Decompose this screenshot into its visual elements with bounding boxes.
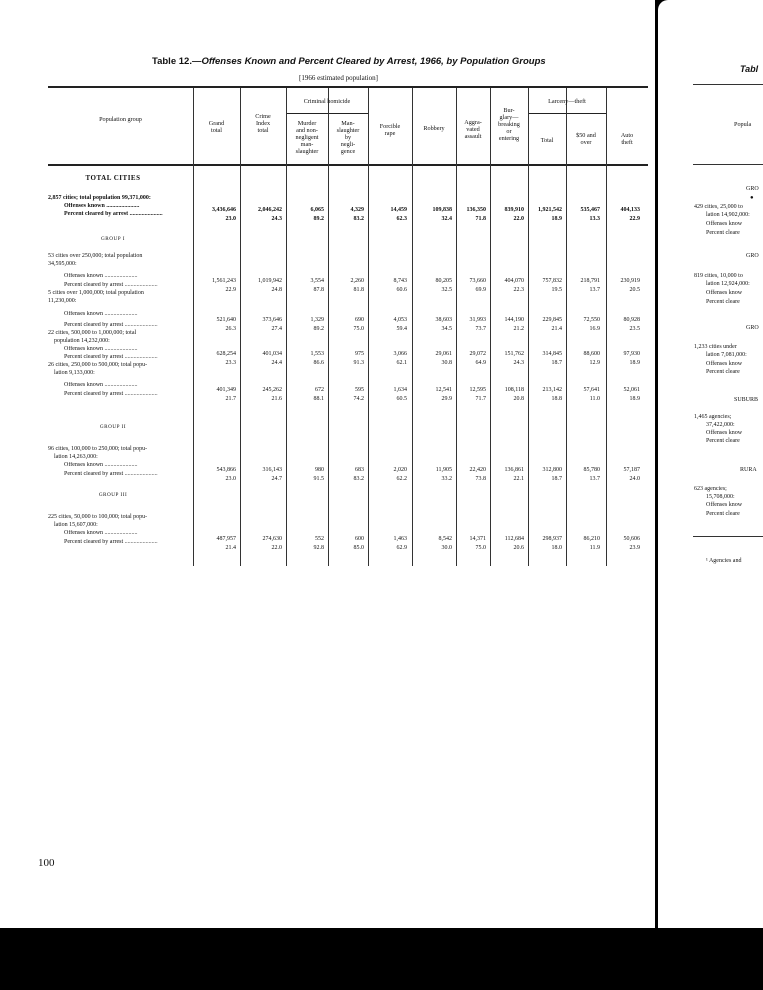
row-label: Offenses known ...................... xyxy=(64,346,138,352)
offenses-known-cell: 136,350 xyxy=(466,207,486,213)
percent-cleared-cell: 24.3 xyxy=(513,360,524,366)
row-label: 5 cities over 1,000,000; total population xyxy=(48,290,144,296)
facing-page-text: Offenses know xyxy=(706,361,743,367)
percent-cleared-cell: 89.2 xyxy=(313,326,324,332)
row-label: 26 cities, 250,000 to 500,000; total popu- xyxy=(48,362,148,368)
percent-cleared-cell: 18.8 xyxy=(551,396,562,402)
offenses-known-cell: 57,641 xyxy=(583,387,600,393)
facing-page-text: lation 14,902,000: xyxy=(706,212,750,218)
offenses-known-cell: 2,046,242 xyxy=(258,207,282,213)
percent-cleared-cell: 59.4 xyxy=(396,326,407,332)
row-label: Percent cleared by arrest ...................... xyxy=(64,354,158,360)
row-label: 34,595,000: xyxy=(48,261,77,267)
table-top-rule xyxy=(48,86,648,88)
row-label: 2,857 cities; total population 99,371,000: xyxy=(48,195,151,201)
offenses-known-cell: 29,072 xyxy=(469,351,486,357)
row-label: lation 9,133,000: xyxy=(54,370,95,376)
offenses-known-cell: 52,061 xyxy=(623,387,640,393)
percent-cleared-cell: 30.8 xyxy=(441,360,452,366)
header-manslaughter: Man- slaughter by negli- gence xyxy=(336,120,360,155)
offenses-known-cell: 4,053 xyxy=(393,317,407,323)
offenses-known-cell: 230,919 xyxy=(620,278,640,284)
offenses-known-cell: 31,993 xyxy=(469,317,486,323)
offenses-known-cell: 38,603 xyxy=(435,317,452,323)
percent-cleared-cell: 88.1 xyxy=(313,396,324,402)
facing-page-text: ● xyxy=(750,195,754,201)
offenses-known-cell: 88,600 xyxy=(583,351,600,357)
percent-cleared-cell: 73.7 xyxy=(475,326,486,332)
facing-page-text: ¹ Agencies and xyxy=(706,558,742,564)
scan-border xyxy=(0,928,763,990)
percent-cleared-cell: 21.6 xyxy=(271,396,282,402)
facing-page-text: Percent cleare xyxy=(706,369,740,375)
percent-cleared-cell: 23.5 xyxy=(629,326,640,332)
offenses-known-cell: 298,937 xyxy=(542,536,562,542)
offenses-known-cell: 3,066 xyxy=(393,351,407,357)
percent-cleared-cell: 13.7 xyxy=(589,476,600,482)
row-label: lation 15,607,000: xyxy=(54,522,98,528)
header-criminal-homicide: Criminal homicide xyxy=(303,98,351,105)
header-fifty-over: $50 and over xyxy=(576,132,596,146)
header-bottom-rule xyxy=(48,164,648,166)
offenses-known-cell: 8,542 xyxy=(438,536,452,542)
offenses-known-cell: 1,561,243 xyxy=(212,278,236,284)
percent-cleared-cell: 23.0 xyxy=(225,476,236,482)
offenses-known-cell: 274,630 xyxy=(262,536,282,542)
percent-cleared-cell: 11.9 xyxy=(589,545,600,551)
offenses-known-cell: 11,905 xyxy=(435,467,452,473)
percent-cleared-cell: 24.0 xyxy=(629,476,640,482)
percent-cleared-cell: 12.9 xyxy=(589,360,600,366)
row-label: 225 cities, 50,000 to 100,000; total popu- xyxy=(48,514,148,520)
header-larceny-theft: Larceny—theft xyxy=(548,98,586,105)
offenses-known-cell: 404,133 xyxy=(620,207,640,213)
offenses-known-cell: 73,660 xyxy=(469,278,486,284)
offenses-known-cell: 757,832 xyxy=(542,278,562,284)
facing-page-text: 37,422,000: xyxy=(706,422,735,428)
facing-page-text: Offenses know xyxy=(706,502,743,508)
percent-cleared-cell: 22.0 xyxy=(513,216,524,222)
percent-cleared-cell: 26.3 xyxy=(225,326,236,332)
header-auto-theft: Auto theft xyxy=(620,132,634,146)
offenses-known-cell: 401,349 xyxy=(216,387,236,393)
row-label: Percent cleared by arrest ...................... xyxy=(64,282,158,288)
percent-cleared-cell: 23.3 xyxy=(225,360,236,366)
percent-cleared-cell: 23.9 xyxy=(629,545,640,551)
percent-cleared-cell: 21.7 xyxy=(225,396,236,402)
offenses-known-cell: 14,459 xyxy=(390,207,407,213)
offenses-known-cell: 401,034 xyxy=(262,351,282,357)
offenses-known-cell: 975 xyxy=(355,351,364,357)
percent-cleared-cell: 83.2 xyxy=(353,216,364,222)
percent-cleared-cell: 91.3 xyxy=(353,360,364,366)
percent-cleared-cell: 85.0 xyxy=(353,545,364,551)
header-robbery: Robbery xyxy=(423,125,445,132)
offenses-known-cell: 535,467 xyxy=(580,207,600,213)
offenses-known-cell: 314,845 xyxy=(542,351,562,357)
offenses-known-cell: 12,595 xyxy=(469,387,486,393)
section-group-2: GROUP II xyxy=(99,424,127,430)
facing-page-rule xyxy=(693,536,763,537)
offenses-known-cell: 245,262 xyxy=(262,387,282,393)
percent-cleared-cell: 32.4 xyxy=(441,216,452,222)
percent-cleared-cell: 18.9 xyxy=(551,216,562,222)
offenses-known-cell: 404,070 xyxy=(504,278,524,284)
facing-page-text: GRO xyxy=(746,186,759,192)
row-label: Percent cleared by arrest ...................... xyxy=(64,322,158,328)
percent-cleared-cell: 20.5 xyxy=(629,287,640,293)
percent-cleared-cell: 75.0 xyxy=(353,326,364,332)
percent-cleared-cell: 24.7 xyxy=(271,476,282,482)
larceny-rule xyxy=(528,113,606,114)
header-crime-index: Crime Index total xyxy=(255,113,271,134)
header-larceny-total: Total xyxy=(540,137,554,144)
offenses-known-cell: 373,646 xyxy=(262,317,282,323)
section-total-cities: TOTAL CITIES xyxy=(85,174,141,182)
row-label: Offenses known ...................... xyxy=(64,311,138,317)
offenses-known-cell: 218,791 xyxy=(580,278,600,284)
percent-cleared-cell: 13.3 xyxy=(589,216,600,222)
facing-page xyxy=(658,0,763,928)
percent-cleared-cell: 29.9 xyxy=(441,396,452,402)
facing-page-text: 1,233 cities under xyxy=(694,344,737,350)
facing-page-text: lation 12,924,000: xyxy=(706,281,750,287)
offenses-known-cell: 6,065 xyxy=(310,207,324,213)
offenses-known-cell: 57,187 xyxy=(623,467,640,473)
percent-cleared-cell: 30.0 xyxy=(441,545,452,551)
facing-page-text: 819 cities, 10,000 to xyxy=(694,273,743,279)
percent-cleared-cell: 22.1 xyxy=(513,476,524,482)
facing-page-text: Offenses know xyxy=(706,290,743,296)
offenses-known-cell: 2,020 xyxy=(393,467,407,473)
page-number: 100 xyxy=(38,857,55,869)
header-forcible-rape: Forcible rape xyxy=(379,123,401,137)
percent-cleared-cell: 81.8 xyxy=(353,287,364,293)
row-label: Percent cleared by arrest ...................... xyxy=(64,471,158,477)
row-label: Offenses known ...................... xyxy=(64,203,140,209)
percent-cleared-cell: 20.6 xyxy=(513,545,524,551)
offenses-known-cell: 1,463 xyxy=(393,536,407,542)
row-label: 22 cities, 500,000 to 1,000,000; total xyxy=(48,330,137,336)
percent-cleared-cell: 62.3 xyxy=(396,216,407,222)
percent-cleared-cell: 73.8 xyxy=(475,476,486,482)
offenses-known-cell: 8,743 xyxy=(393,278,407,284)
data-table xyxy=(48,86,648,566)
offenses-known-cell: 2,260 xyxy=(350,278,364,284)
section-group-1: GROUP I xyxy=(101,236,125,242)
percent-cleared-cell: 69.9 xyxy=(475,287,486,293)
facing-page-text: Percent cleare xyxy=(706,230,740,236)
percent-cleared-cell: 62.1 xyxy=(396,360,407,366)
percent-cleared-cell: 22.3 xyxy=(513,287,524,293)
facing-page-text: Percent cleare xyxy=(706,299,740,305)
percent-cleared-cell: 83.2 xyxy=(353,476,364,482)
percent-cleared-cell: 13.7 xyxy=(589,287,600,293)
facing-page-text: Offenses know xyxy=(706,430,743,436)
row-label: Offenses known ...................... xyxy=(64,273,138,279)
offenses-known-cell: 12,541 xyxy=(435,387,452,393)
facing-page-text: 429 cities, 25,000 to xyxy=(694,204,743,210)
offenses-known-cell: 213,142 xyxy=(542,387,562,393)
facing-page-text: GRO xyxy=(746,253,759,259)
percent-cleared-cell: 22.9 xyxy=(225,287,236,293)
facing-page-text: RURA xyxy=(740,467,757,473)
offenses-known-cell: 22,420 xyxy=(469,467,486,473)
header-burglary: Bur- glary— breaking or entering xyxy=(498,107,520,142)
row-label: Offenses known ...................... xyxy=(64,462,138,468)
percent-cleared-cell: 21.2 xyxy=(513,326,524,332)
offenses-known-cell: 50,606 xyxy=(623,536,640,542)
offenses-known-cell: 552 xyxy=(315,536,324,542)
offenses-known-cell: 595 xyxy=(355,387,364,393)
facing-page-title: Tabl xyxy=(740,64,759,74)
offenses-known-cell: 487,957 xyxy=(216,536,236,542)
percent-cleared-cell: 18.9 xyxy=(629,360,640,366)
offenses-known-cell: 690 xyxy=(355,317,364,323)
offenses-known-cell: 1,019,942 xyxy=(258,278,282,284)
percent-cleared-cell: 16.9 xyxy=(589,326,600,332)
offenses-known-cell: 112,684 xyxy=(504,536,524,542)
offenses-known-cell: 80,928 xyxy=(623,317,640,323)
percent-cleared-cell: 91.5 xyxy=(313,476,324,482)
percent-cleared-cell: 60.5 xyxy=(396,396,407,402)
percent-cleared-cell: 60.6 xyxy=(396,287,407,293)
percent-cleared-cell: 32.5 xyxy=(441,287,452,293)
percent-cleared-cell: 71.7 xyxy=(475,396,486,402)
section-group-3: GROUP III xyxy=(98,492,128,498)
percent-cleared-cell: 62.9 xyxy=(396,545,407,551)
table-title: Table 12.—Offenses Known and Percent Cleared by Arrest, 1966, by Population Groups xyxy=(152,56,546,67)
percent-cleared-cell: 34.5 xyxy=(441,326,452,332)
offenses-known-cell: 29,061 xyxy=(435,351,452,357)
offenses-known-cell: 3,436,646 xyxy=(212,207,236,213)
offenses-known-cell: 109,838 xyxy=(432,207,452,213)
percent-cleared-cell: 87.8 xyxy=(313,287,324,293)
percent-cleared-cell: 18.9 xyxy=(629,396,640,402)
percent-cleared-cell: 18.0 xyxy=(551,545,562,551)
percent-cleared-cell: 20.8 xyxy=(513,396,524,402)
percent-cleared-cell: 22.0 xyxy=(271,545,282,551)
row-label: Percent cleared by arrest ...................... xyxy=(64,391,158,397)
row-label: 96 cities, 100,000 to 250,000; total popu- xyxy=(48,446,148,452)
offenses-known-cell: 151,762 xyxy=(504,351,524,357)
offenses-known-cell: 980 xyxy=(315,467,324,473)
percent-cleared-cell: 22.9 xyxy=(629,216,640,222)
offenses-known-cell: 97,930 xyxy=(623,351,640,357)
header-aggravated-assault: Aggra- vated assault xyxy=(464,119,482,140)
table-subtitle: [1966 estimated population] xyxy=(299,74,378,82)
percent-cleared-cell: 64.9 xyxy=(475,360,486,366)
facing-page-text: SUBURB xyxy=(734,397,759,403)
offenses-known-cell: 521,640 xyxy=(216,317,236,323)
row-label: Percent cleared by arrest ...................... xyxy=(64,539,158,545)
offenses-known-cell: 3,554 xyxy=(310,278,324,284)
row-label: 11,230,000: xyxy=(48,298,77,304)
percent-cleared-cell: 18.7 xyxy=(551,476,562,482)
offenses-known-cell: 672 xyxy=(315,387,324,393)
offenses-known-cell: 85,780 xyxy=(583,467,600,473)
offenses-known-cell: 839,910 xyxy=(504,207,524,213)
row-label: Offenses known ...................... xyxy=(64,530,138,536)
percent-cleared-cell: 24.4 xyxy=(271,360,282,366)
offenses-known-cell: 1,634 xyxy=(393,387,407,393)
offenses-known-cell: 86,210 xyxy=(583,536,600,542)
percent-cleared-cell: 86.6 xyxy=(313,360,324,366)
offenses-known-cell: 628,254 xyxy=(216,351,236,357)
offenses-known-cell: 80,205 xyxy=(435,278,452,284)
percent-cleared-cell: 89.2 xyxy=(313,216,324,222)
facing-page-text: GRO xyxy=(746,325,759,331)
offenses-known-cell: 72,550 xyxy=(583,317,600,323)
offenses-known-cell: 312,800 xyxy=(542,467,562,473)
header-population-group: Population group xyxy=(99,116,142,123)
percent-cleared-cell: 27.4 xyxy=(271,326,282,332)
facing-page-text: 623 agencies; xyxy=(694,486,727,492)
percent-cleared-cell: 62.2 xyxy=(396,476,407,482)
percent-cleared-cell: 71.8 xyxy=(475,216,486,222)
percent-cleared-cell: 11.0 xyxy=(589,396,600,402)
row-label: population 14,232,000: xyxy=(54,338,110,344)
facing-page-header: Popula xyxy=(734,121,752,128)
offenses-known-cell: 543,866 xyxy=(216,467,236,473)
offenses-known-cell: 14,371 xyxy=(469,536,486,542)
row-label: Percent cleared by arrest ...................... xyxy=(64,211,163,217)
offenses-known-cell: 316,143 xyxy=(262,467,282,473)
offenses-known-cell: 1,329 xyxy=(310,317,324,323)
row-label: 53 cities over 250,000; total population xyxy=(48,253,143,259)
offenses-known-cell: 600 xyxy=(355,536,364,542)
percent-cleared-cell: 24.8 xyxy=(271,287,282,293)
offenses-known-cell: 136,861 xyxy=(504,467,524,473)
percent-cleared-cell: 92.8 xyxy=(313,545,324,551)
offenses-known-cell: 144,190 xyxy=(504,317,524,323)
facing-page-text: Percent cleare xyxy=(706,438,740,444)
header-murder: Murder and non- negligent man- slaughter xyxy=(295,120,319,155)
percent-cleared-cell: 21.4 xyxy=(551,326,562,332)
facing-page-text: Percent cleare xyxy=(706,511,740,517)
offenses-known-cell: 229,845 xyxy=(542,317,562,323)
facing-page-text: 1,465 agencies; xyxy=(694,414,732,420)
offenses-known-cell: 1,553 xyxy=(310,351,324,357)
facing-page-text: 15,708,000: xyxy=(706,494,735,500)
facing-page-text: lation 7,081,000: xyxy=(706,352,747,358)
percent-cleared-cell: 18.7 xyxy=(551,360,562,366)
facing-page-rule xyxy=(693,164,763,165)
percent-cleared-cell: 24.3 xyxy=(271,216,282,222)
homicide-rule xyxy=(286,113,368,114)
offenses-known-cell: 4,329 xyxy=(350,207,364,213)
header-grand-total: Grand total xyxy=(208,120,225,134)
percent-cleared-cell: 75.0 xyxy=(475,545,486,551)
percent-cleared-cell: 21.4 xyxy=(225,545,236,551)
percent-cleared-cell: 19.5 xyxy=(551,287,562,293)
facing-page-text: Offenses know xyxy=(706,221,743,227)
percent-cleared-cell: 33.2 xyxy=(441,476,452,482)
percent-cleared-cell: 74.2 xyxy=(353,396,364,402)
row-label: lation 14,263,000: xyxy=(54,454,98,460)
offenses-known-cell: 683 xyxy=(355,467,364,473)
facing-page-rule xyxy=(693,84,763,85)
percent-cleared-cell: 23.0 xyxy=(225,216,236,222)
row-label: Offenses known ...................... xyxy=(64,382,138,388)
offenses-known-cell: 1,921,542 xyxy=(538,207,562,213)
offenses-known-cell: 108,118 xyxy=(504,387,524,393)
